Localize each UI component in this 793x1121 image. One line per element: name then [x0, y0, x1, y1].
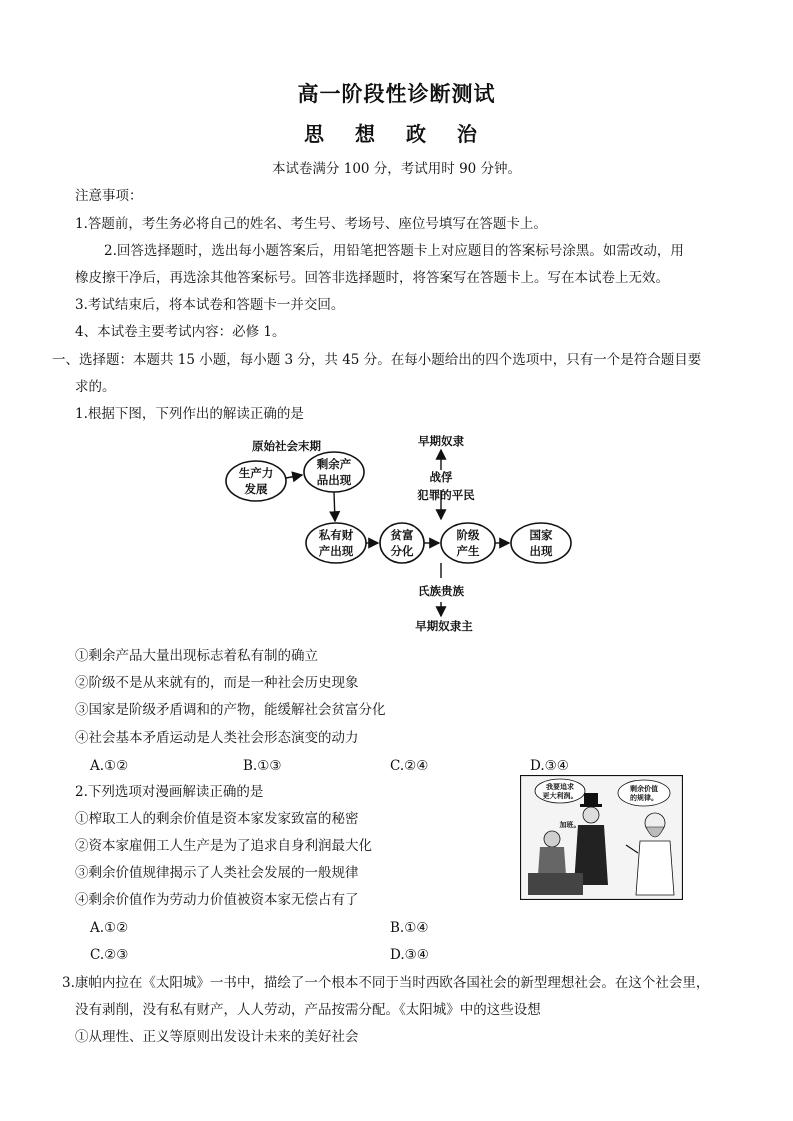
note-item-2-cont: 橡皮擦干净后，再选涂其他答案标号。回答非选择题时，将答案写在答题卡上。写在本试卷上无效。: [75, 270, 669, 286]
node-surplus-text-1: 剩余产: [316, 457, 352, 471]
node-wealth-text-1: 贫富: [390, 528, 414, 542]
q2-choice-a: A.①②: [90, 920, 129, 936]
q2-choice-b: B.①④: [390, 920, 429, 936]
q1-choice-c: C.②④: [390, 758, 429, 774]
q2-option-3: ③剩余价值规律揭示了人类社会发展的一般规律: [75, 865, 359, 881]
section-heading: 一、选择题：本题共 15 小题，每小题 3 分，共 45 分。在每小题给出的四个选项中，只有一个是符合题目要: [52, 352, 702, 368]
node-productivity-text-1: 生产力: [238, 466, 274, 480]
cartoon-bubble-marx-1: 剩余价值: [630, 785, 658, 793]
label-early-slaves: 早期奴隶: [418, 434, 464, 448]
label-primitive-society: 原始社会末期: [252, 439, 321, 453]
q1-stem: 1.根据下图，下列作出的解读正确的是: [75, 406, 304, 422]
worker-body: [538, 847, 566, 875]
note-item-2: 2.回答选择题时，选出每小题答案后，用铅笔把答题卡上对应题目的答案标号涂黑。如需改动，用: [104, 243, 684, 259]
cartoon-caption-overtime: 加班。: [559, 821, 581, 829]
section-heading-cont: 求的。: [75, 379, 116, 395]
q3-option-1: ①从理性、正义等原则出发设计未来的美好社会: [75, 1029, 359, 1045]
worker-desk: [528, 873, 583, 895]
q2-option-2: ②资本家雇佣工人生产是为了追求自身利润最大化: [75, 838, 372, 854]
cartoon-bubble-marx-2: 的规律。: [630, 794, 658, 802]
q2-cartoon-image: [520, 775, 683, 900]
q2-choice-c: C.②③: [90, 947, 129, 963]
q1-option-2: ②阶级不是从来就有的，而是一种社会历史现象: [75, 675, 359, 691]
note-item-1: 1.答题前，考生务必将自己的姓名、考生号、考场号、座位号填写在答题卡上。: [75, 216, 547, 232]
q1-flow-diagram: [222, 430, 582, 635]
capitalist-top-hat: [584, 793, 598, 805]
node-wealth-text-2: 分化: [390, 544, 414, 558]
cartoon-bubble-capitalist-2: 更大利润。: [542, 792, 578, 800]
q2-option-1: ①榨取工人的剩余价值是资本家发家致富的秘密: [75, 811, 359, 827]
q1-option-4: ④社会基本矛盾运动是人类社会形态演变的动力: [75, 730, 359, 746]
node-state-text-1: 国家: [529, 528, 553, 542]
note-item-3: 3.考试结束后，将本试卷和答题卡一并交回。: [75, 297, 345, 313]
q1-option-1: ①剩余产品大量出现标志着私有制的确立: [75, 648, 318, 664]
q3-stem-line-1: 3.康帕内拉在《太阳城》一书中，描绘了一个根本不同于当时西欧各国社会的新型理想社会。在这个社会里，: [62, 975, 710, 991]
label-early-slave-owners: 早期奴隶主: [415, 619, 473, 633]
marx-body: [636, 841, 674, 895]
notes-heading: 注意事项：: [75, 188, 143, 204]
node-private-text-1: 私有财: [318, 528, 354, 542]
q1-option-3: ③国家是阶级矛盾调和的产物，能缓解社会贫富分化: [75, 702, 386, 718]
exam-title: 高一阶段性诊断测试: [297, 82, 496, 106]
node-surplus-text-2: 品出现: [316, 473, 352, 487]
q1-choice-a: A.①②: [90, 758, 129, 774]
q3-stem-line-2: 没有剥削，没有私有财产，人人劳动，产品按需分配。《太阳城》中的这些设想: [75, 1002, 541, 1018]
q2-choice-d: D.③④: [390, 947, 429, 963]
q2-option-4: ④剩余价值作为劳动力价值被资本家无偿占有了: [75, 892, 359, 908]
worker-head: [544, 831, 560, 847]
q2-stem: 2.下列选项对漫画解读正确的是: [75, 784, 264, 800]
capitalist-head: [583, 807, 599, 823]
exam-info: 本试卷满分 100 分，考试用时 90 分钟。: [271, 161, 522, 177]
node-state-text-2: 出现: [529, 544, 553, 558]
node-class-text-1: 阶级: [456, 528, 480, 542]
node-private-text-2: 产出现: [318, 544, 354, 558]
label-criminal-commoners: 犯罪的平民: [417, 488, 475, 502]
label-captives: 战俘: [429, 470, 453, 484]
node-class-text-2: 产生: [456, 544, 480, 558]
cartoon-bubble-capitalist-1: 我要追求: [546, 783, 574, 791]
node-productivity-text-2: 发展: [244, 482, 268, 496]
label-clan-nobles: 氏族贵族: [418, 584, 464, 598]
exam-subject: 思 想 政 治: [304, 122, 489, 146]
q1-choice-d: D.③④: [530, 758, 569, 774]
q1-choice-b: B.①③: [243, 758, 282, 774]
note-item-4: 4、本试卷主要考试内容：必修 1。: [75, 324, 286, 340]
